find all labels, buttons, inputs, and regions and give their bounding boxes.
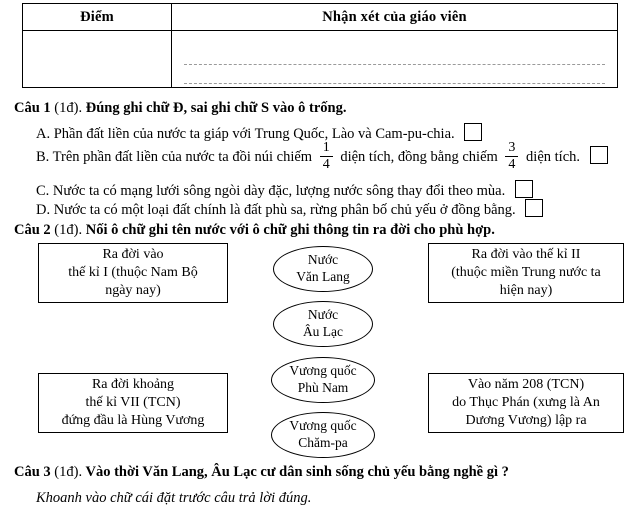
question3-heading: [14, 464, 509, 481]
option-b-text-part3: diện tích.: [526, 149, 581, 166]
center-node-4-line-1: Vương quốc: [289, 418, 357, 434]
right-box-cham-pa-info[interactable]: [428, 243, 624, 303]
question2-instruction: Nối ô chữ ghi tên nước với ô chữ ghi thông tin ra đời cho phù hợp.: [85, 222, 495, 238]
center-node-2-line-2: Âu Lạc: [302, 324, 344, 339]
option-a-text: Phần đất liền của nước ta giáp với Trung Quốc, Lào và Cam-pu-chia.: [53, 126, 455, 142]
question2-points: (1đ).: [54, 222, 83, 238]
header-cell-diem: Điểm: [23, 4, 172, 31]
question3-label: Câu 3: [14, 464, 51, 480]
center-node-1-line-2: Văn Lang: [296, 269, 350, 284]
option-b-text-part2: diện tích, đồng bằng chiếm: [340, 149, 498, 166]
center-node-nuoc-au-lac[interactable]: [273, 301, 373, 347]
fraction-numerator: 3: [508, 140, 516, 155]
center-node-3-line-1: Vương quốc: [289, 363, 357, 379]
left-box-phu-nam-info[interactable]: [38, 243, 228, 303]
fraction-denominator: 4: [508, 157, 516, 173]
left-box-1-line-3: ngày nay): [105, 282, 161, 298]
center-node-3-line-2: Phù Nam: [297, 380, 349, 395]
center-node-4-line-2: Chăm-pa: [298, 435, 348, 450]
option-b-text-part1: Trên phần đất liền của nước ta đồi núi chiếm: [52, 149, 313, 166]
question1-instruction: Đúng ghi chữ Đ, sai ghi chữ S vào ô trống.: [85, 100, 347, 116]
option-a-key: A.: [36, 126, 51, 142]
right-box-1-line-1: Ra đời vào thế kỉ II: [471, 247, 581, 263]
option-c-key: C.: [36, 183, 50, 199]
center-node-nuoc-van-lang[interactable]: [273, 246, 373, 292]
center-node-1-line-1: Nước: [307, 252, 339, 268]
left-box-1-line-1: Ra đời vào: [102, 247, 164, 263]
left-box-1-line-2: thế kỉ I (thuộc Nam Bộ: [68, 265, 198, 281]
question3-instruction: Vào thời Văn Lang, Âu Lạc cư dân sinh sống chủ yếu bằng nghề gì ?: [85, 464, 509, 480]
header-cell-nhan-xet: Nhận xét của giáo viên: [172, 4, 618, 31]
right-box-1-line-3: hiện nay): [499, 282, 553, 298]
question3-points: (1đ).: [54, 464, 83, 480]
option-b-key: B.: [36, 149, 50, 166]
question1-label: Câu 1: [14, 100, 51, 116]
question3-sub-instruction: Khoanh vào chữ cái đặt trước câu trả lời đúng.: [36, 490, 312, 506]
right-box-2-line-3: Dương Vương) lập ra: [465, 412, 587, 428]
left-box-2-line-2: thế kỉ VII (TCN): [85, 395, 181, 411]
center-node-vuong-quoc-cham-pa[interactable]: [271, 412, 375, 458]
fraction-denominator: 4: [322, 157, 330, 173]
left-box-2-line-3: đứng đầu là Hùng Vương: [61, 412, 205, 428]
question1-points: (1đ).: [54, 100, 83, 116]
left-box-van-lang-info[interactable]: [38, 373, 228, 433]
right-box-au-lac-info[interactable]: [428, 373, 624, 433]
right-box-2-line-2: do Thục Phán (xưng là An: [452, 395, 600, 411]
fraction-numerator: 1: [322, 140, 330, 155]
option-d-key: D.: [36, 202, 51, 218]
right-box-1-line-2: (thuộc miền Trung nước ta: [451, 265, 601, 281]
center-node-vuong-quoc-phu-nam[interactable]: [271, 357, 375, 403]
option-d-text: Nước ta có một loại đất chính là đất phù sa, rừng phân bố chủ yếu ở đồng bằng.: [53, 202, 516, 218]
option-c-text: Nước ta có mạng lưới sông ngòi dày đặc, lượng nước sông thay đổi theo mùa.: [52, 183, 506, 199]
left-box-2-line-1: Ra đời khoảng: [91, 377, 175, 393]
center-node-2-line-1: Nước: [307, 307, 339, 323]
right-box-2-line-1: Vào năm 208 (TCN): [467, 377, 585, 393]
question2-label: Câu 2: [14, 222, 51, 238]
